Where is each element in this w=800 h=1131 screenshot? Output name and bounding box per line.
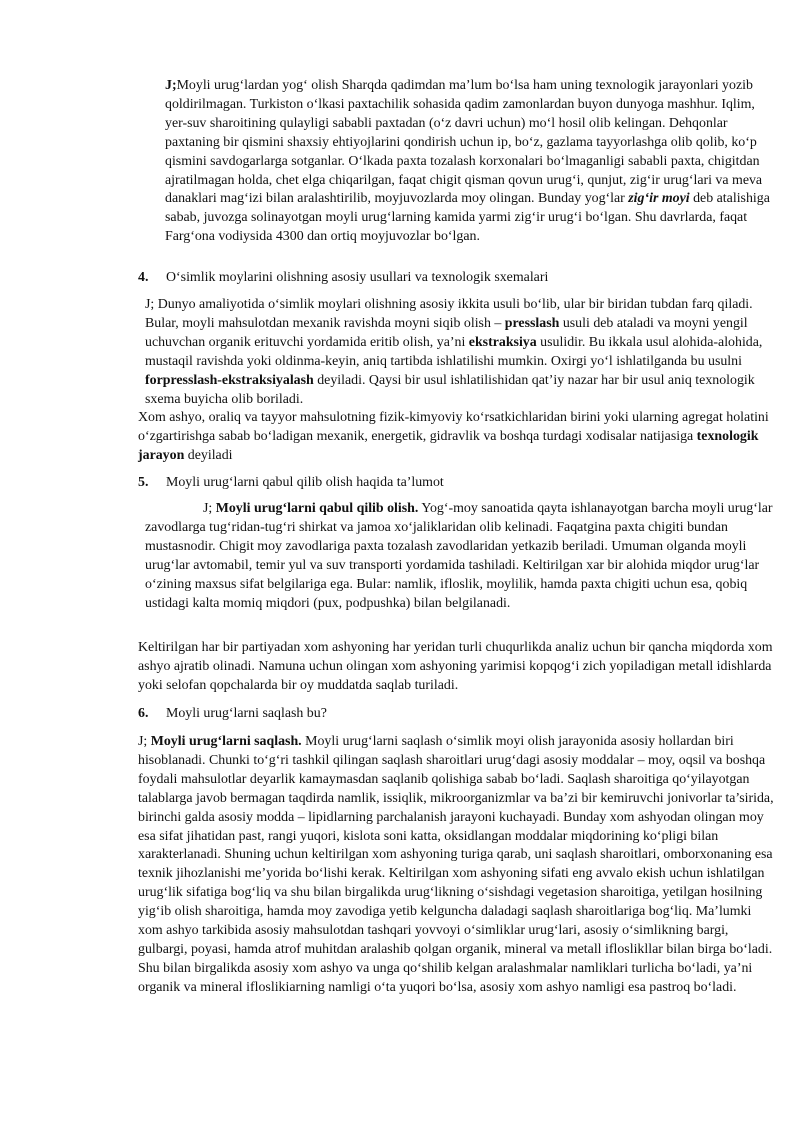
paragraph-text: deyiladi [184,447,233,463]
heading-text: O‘simlik moylarini olishning asosiy usullari va texnologik sxemalari [166,270,549,285]
term-bold: forpresslash-ekstraksiyalash [145,372,314,388]
paragraph-4 [145,500,780,613]
paragraph-text: Xom ashyo, oraliq va tayyor mahsulotning fizik-kimyoviy ko‘rsatkichlaridan birini yoki ularning agregat holatini o‘zgartirishga sabab bo‘ladigan mexanik, energetik, gidravlik va boshqa turdagi xodisalar natijasiga [138,410,769,444]
term-bold: ekstraksiya [468,334,537,350]
term-emphasis: zig‘ir moyi [628,191,690,207]
term-bold: Moyli urug‘larni qabul qilib olish. [215,501,419,516]
paragraph-text: Moyli urug‘larni saqlash o‘simlik moyi olish jarayonida asosiy hollardan biri hisoblanadi. Chunki to‘g‘ri tashkil qilingan saqlash sharoitlari urug‘dagi asosiy moddalar – moy, oqsil va boshqa foydali mahsulotlar deyarlik kamaymasdan saqlanib qolishiga sabab bo‘ladi. Saqlash sharoitiga qo‘yilayotgan talablarga javob bermagan taqdirda namlik, issiqlik, mikroorganizmlar va ba’zi bir kemiruvchi jonivorlar ta’sirida, birinchi galda asosiy modda – lipidlarning parchalanish jarayoni kuchayadi. Bunday xom ashyodan olingan moy esa sifat jihatidan past, rangi yuqori, kislota soni katta, oksidlangan moddalar miqdorining ko‘pligi bilan xarakterlanadi. Shuning uchun keltirilgan xom ashyoning turiga qarab, uni saqlash sharoitlari, omborxonaning esa texnik jihozlanishi me’yorida bo‘lishi kerak. Keltirilgan xom ashyoning sifati eng avvalo ekish uchun ishlatilgan urug‘lik sifatiga bog‘liq va shu bilan birgalikda urug‘likning o‘sishdagi vegetasion sharoitiga, yetilgan hosilning yig‘ib olish sharoitiga, hamda moy zavodiga yetib kelguncha daladagi saqlash sharoitlariga bog‘liq. Ma’lumki xom ashyo tarkibida asosiy mahsulotdan tashqari yovvoyi o‘simliklar urug‘lari, asosiy o‘simlikning bargi, gulbargi, poyasi, hamda atrof muhitdan aralashib qolgan organik, mineral va metall ifloslikllar bilan birga bo‘ladi. Shu bilan birgalikda asosiy xom ashyo va unga qo‘shilib kelgan aralashmalar namliklari turlicha bo‘ladi, ya’ni organik va mineral ifloslikiarning namligi o‘ta yuqori bo‘lsa, asosiy xom ashyo namligi esa pastroq bo‘ladi. [138,734,774,995]
term-bold: presslash [504,315,560,331]
heading-number: 5. [138,475,149,490]
heading-text: Moyli urug‘larni saqlash bu? [166,706,327,721]
paragraph-5 [138,639,778,696]
paragraph-text: Moyli urug‘lardan yog‘ olish Sharqda qadimdan ma’lum bo‘lsa ham uning texnologik jarayonlari yozib qoldirilmagan. Turkiston o‘lkasi paxtachilik sohasida qadim zamonlardan buyon dunyoga mashhur. Iqlim, yer-suv sharoitining qulayligi sababli paxtadan (o‘z davri uchun) mo‘l hosil olib kelingan. Dehqonlar paxtaning bir qismini shaxsiy ehtiyojlarini qondirish uchun ip, bo‘z, gazlama tayyorlashga olib qolib, ko‘p qismini savdogarlarga sotganlar. O‘lkada paxta tozalash korxonalari bo‘lmaganligi sababli paxta, chigitdan ajratilmagan holda, chet elga chiqarilgan, faqat chigit qisman qovun urug‘i, qunjut, zig‘ir urug‘lari va meva danaklari mag‘izi bilan aralashtirilib, moyjuvozlarda moy olingan. Bunday yog‘lar [165,78,763,207]
paragraph-1 [165,77,775,247]
paragraph-text: J; [203,501,216,516]
section-heading-6 [138,705,778,724]
heading-number: 6. [138,706,149,721]
heading-text: Moyli urug‘larni qabul qilib olish haqida ta’lumot [166,475,444,490]
term-bold: texnologik jarayon [138,428,759,463]
heading-number: 4. [138,270,149,285]
paragraph-text: J; [138,734,151,749]
answer-marker: J; [165,78,177,93]
paragraph-2 [145,296,780,409]
paragraph-text: deyiladi. Qaysi bir usul ishlatilishidan qat’iy nazar har bir usul aniq texnologik sxema buyicha olib boriladi. [145,372,755,407]
paragraph-3 [138,409,778,466]
paragraph-text: Yog‘-moy sanoatida qayta ishlanayotgan barcha moyli urug‘lar zavodlarga tug‘ridan-tug‘ri shirkat va jamoa xo‘jaliklaridan olib kelinadi. Faqatgina paxta chigiti bundan mustasnodir. Chigit moy zavodlariga paxta tozalash zavodlaridan yetkazib beriladi. Umuman olganda moyli urug‘lar avtomabil, temir yul va suv transporti yordamida tashiladi. Keltirilgan xar bir alohida miqdor urug‘lar o‘zining maxsus sifat belgilariga ega. Bular: namlik, ifloslik, moylilik, hamda paxta chigiti uchun esa, qobiq ustidagi kalta momiq miqdori (pux, podpushka) bilan belgilanadi. [145,501,773,611]
paragraph-text: deb atalishiga sabab, juvozga solinayotgan moyli urug‘larning kamida yarmi zig‘ir urug‘i bo‘lgan. Shu davrlarda, faqat Farg‘ona vodiysida 4300 dan ortiq moyjuvozlar bo‘lgan. [165,191,770,245]
paragraph-text: Keltirilgan har bir partiyadan xom ashyoning har yeridan turli chuqurlikda analiz uchun bir qancha miqdorda xom ashyo ajratib olinadi. Namuna uchun olingan xom ashyoning yarimisi kopqog‘i zich yopiladigan metall idishlarda yoki selofan qopchalarda bir oy muddatda saqlab turiladi. [138,640,773,693]
paragraph-text: usuli deb ataladi va moyni yengil uchuvchan organik erituvchi yordamida eritib olish, ya’ni [145,315,748,350]
section-heading-5 [138,474,778,493]
paragraph-6 [138,733,778,998]
paragraph-text: usulidir. Bu ikkala usul alohida-alohida, mustaqil ravishda yoki oldinma-keyin, aniq tartibda ishlatilishi mumkin. Oxirgi yo‘l ishlatilganda bu usulni [145,334,763,369]
term-bold: Moyli urug‘larni saqlash. [150,734,302,749]
section-heading-4 [138,269,778,288]
paragraph-text: J; Dunyo amaliyotida o‘simlik moylari olishning asosiy ikkita usuli bo‘lib, ular bir biridan tubdan farq qiladi. Bular, moyli mahsulotdan mexanik ravishda moyni siqib olish – [145,297,753,331]
